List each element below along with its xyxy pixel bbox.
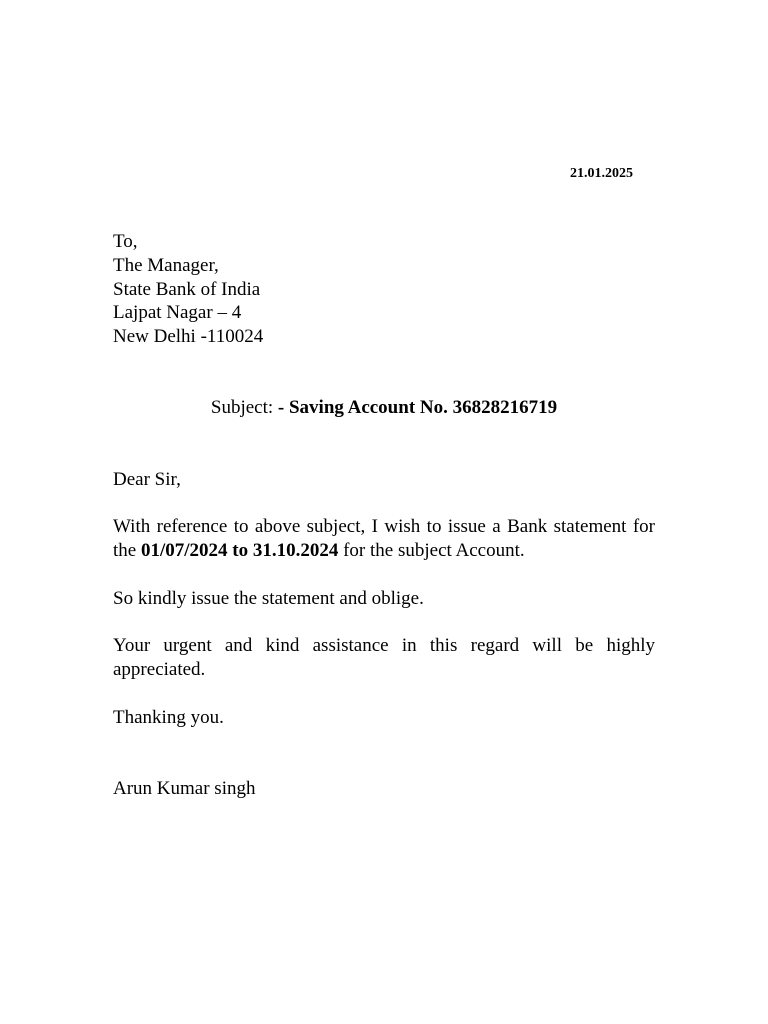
statement-date-range: 01/07/2024 to 31.10.2024 (140, 539, 339, 561)
address-to: To, (113, 231, 138, 252)
address-recipient: The Manager, (113, 254, 219, 276)
subject-label: Subject: (210, 397, 278, 418)
subject-dash: - (277, 397, 289, 418)
paragraph-request (113, 515, 655, 563)
closing-line: Thanking you. (113, 707, 224, 728)
address-locality: Lajpat Nagar – 4 (113, 302, 242, 324)
address-bank: State Bank of India (113, 278, 261, 300)
subject-line (113, 396, 655, 420)
paragraph-request-before: With reference to above subject, I wish to issue a Bank statement for the (113, 516, 655, 561)
paragraph-request-after: for the subject Account. (338, 539, 525, 561)
signature-name: Arun Kumar singh (113, 778, 256, 799)
address-city: New Delhi -110024 (113, 326, 264, 348)
letter-date: 21.01.2025 (570, 166, 633, 181)
subject-text: Saving Account No. 36828216719 (288, 397, 558, 418)
paragraph-oblige: So kindly issue the statement and oblige. (113, 588, 424, 609)
paragraph-appreciation: Your urgent and kind assistance in this regard will be highly appreciated. (113, 635, 655, 680)
greeting: Dear Sir, (113, 469, 181, 490)
recipient-address (113, 230, 263, 349)
